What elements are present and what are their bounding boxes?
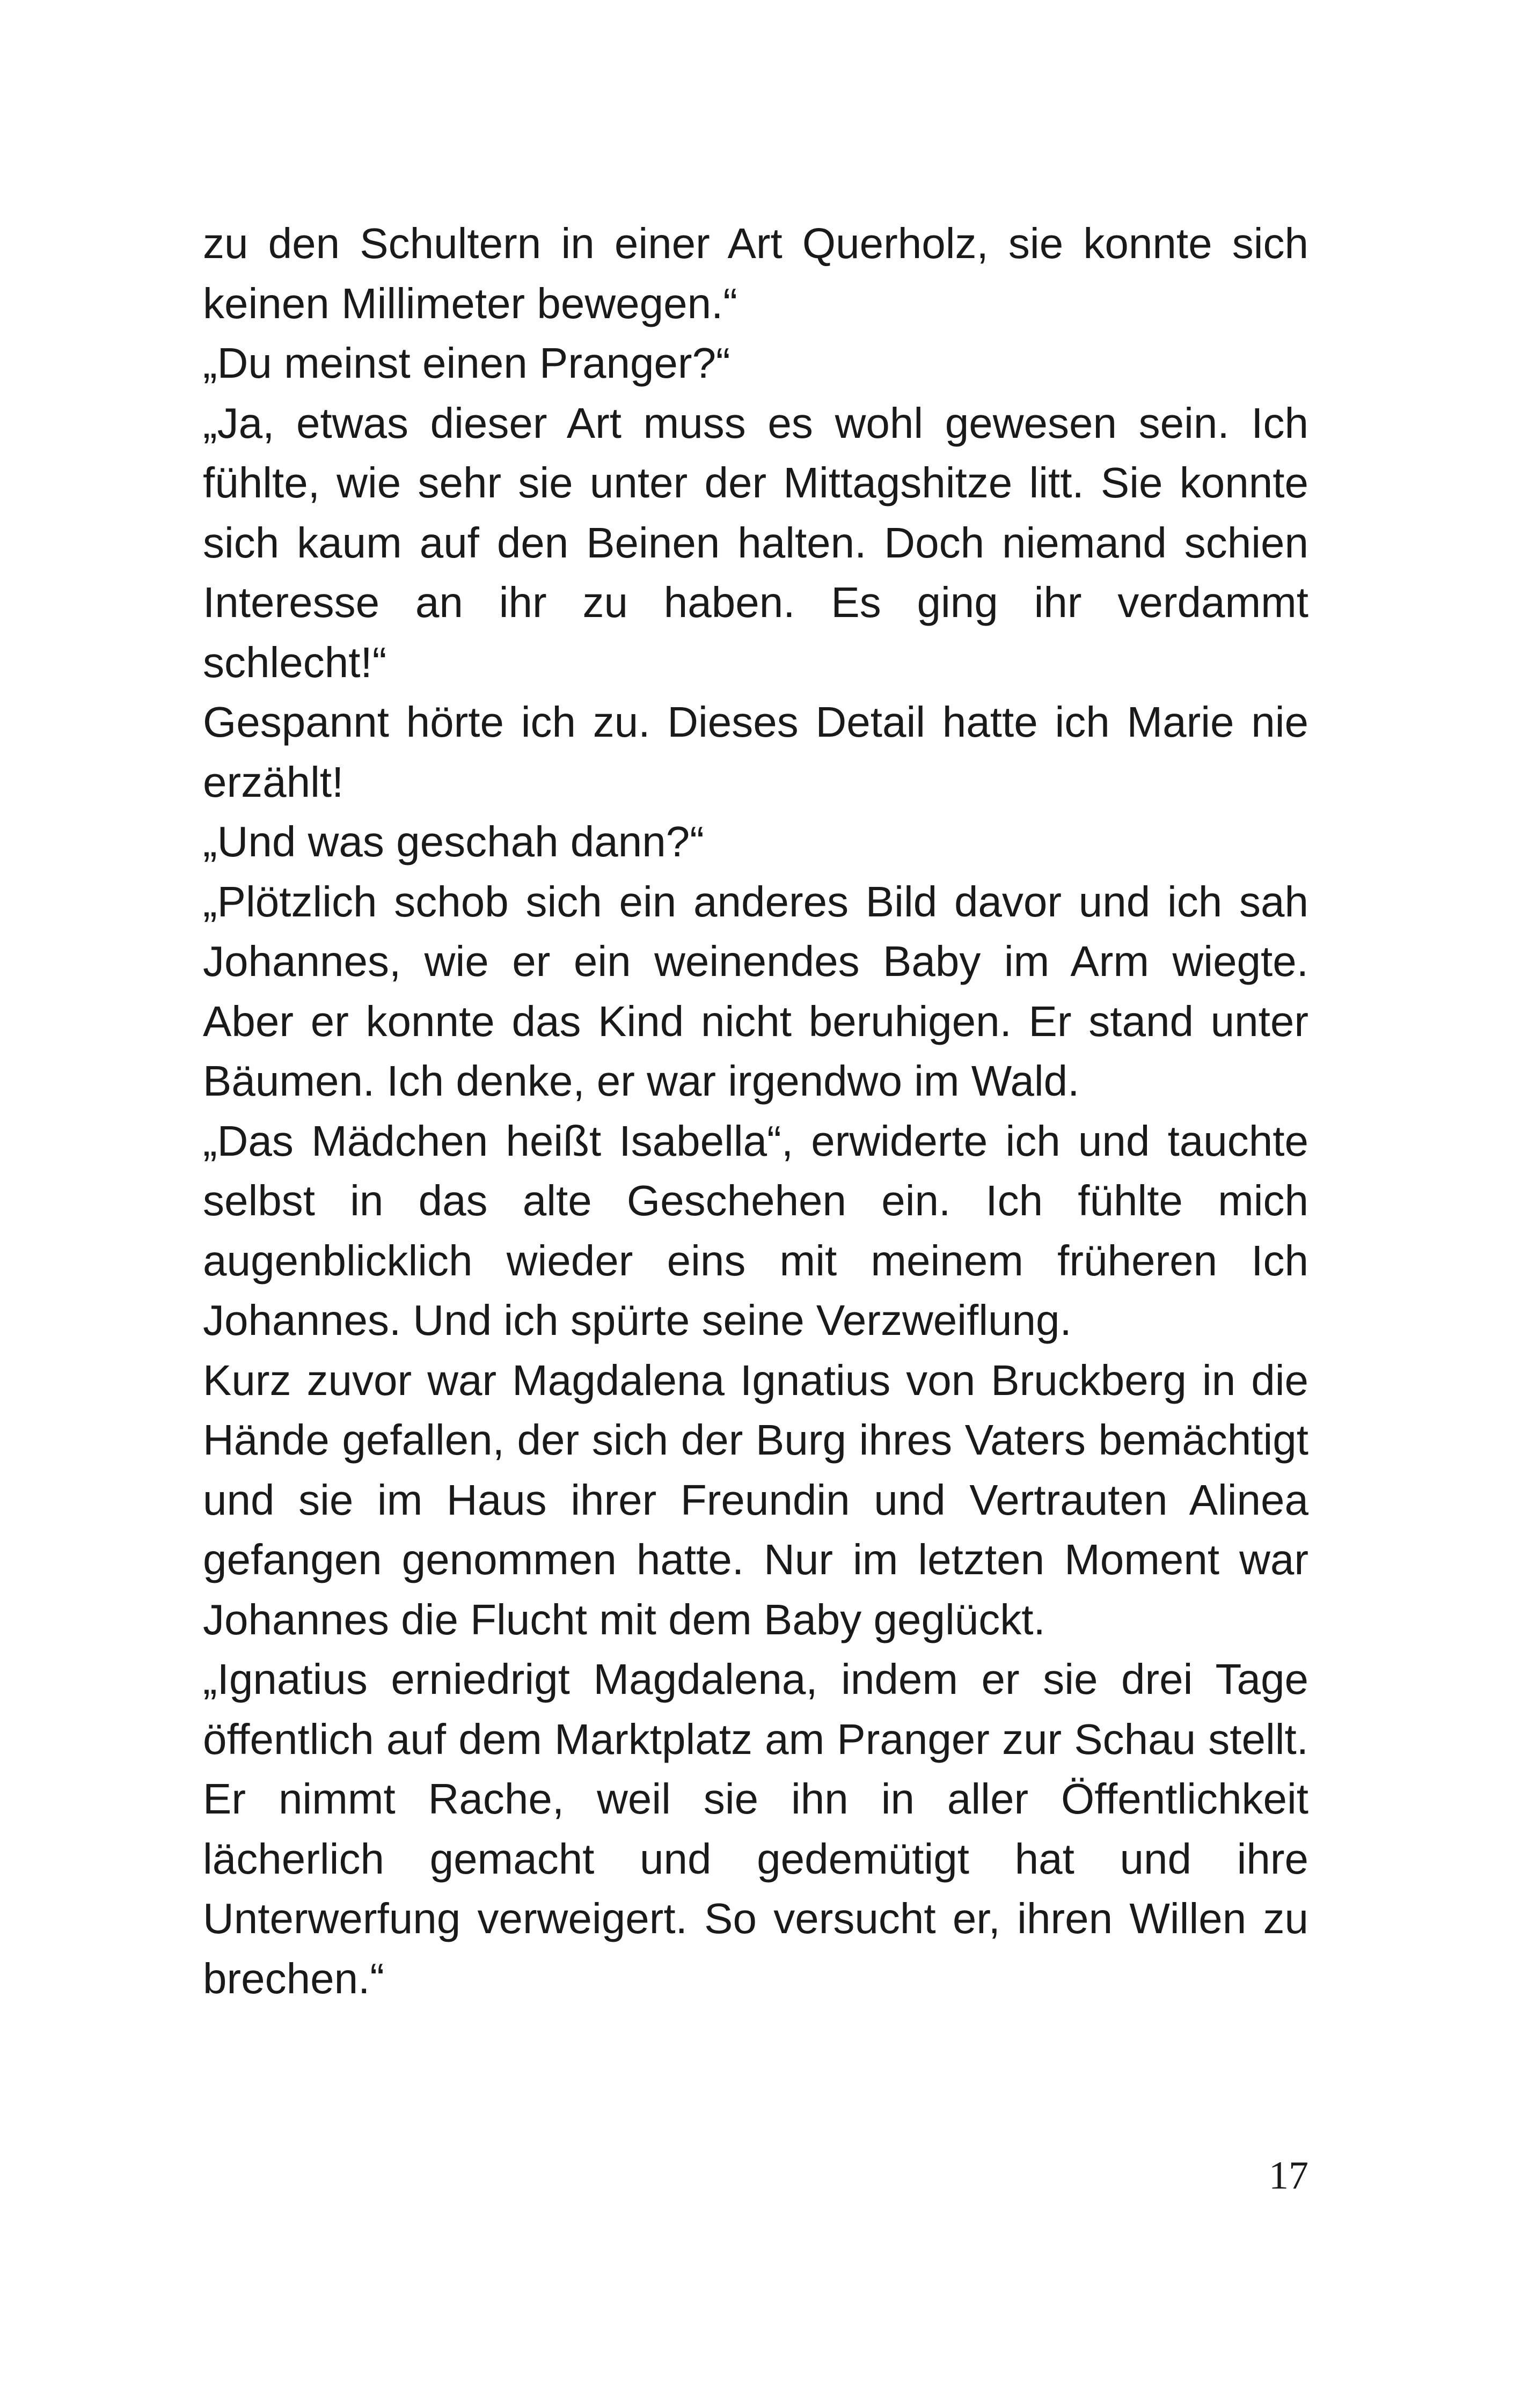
paragraph: Kurz zuvor war Magdalena Ignatius von Bruckberg in die Hände gefallen, der sich der Burg ihres Vaters bemächtigt und sie im Haus ihrer Freundin und Vertrauten Alinea gefangen genommen hatte. Nur im letzten Moment war Johannes die Flucht mit dem Baby geglückt. bbox=[203, 1356, 1308, 1643]
paragraph: „Du meinst einen Pranger?“ bbox=[203, 339, 730, 387]
body-text bbox=[203, 214, 1308, 2008]
paragraph: „Ja, etwas dieser Art muss es wohl gewesen sein. Ich fühlte, wie sehr sie unter der Mittagshitze litt. Sie konnte sich kaum auf den Beinen halten. Doch niemand schien Interesse an ihr zu haben. Es ging ihr verdammt schlecht!“ bbox=[203, 399, 1308, 686]
paragraph: Gespannt hörte ich zu. Dieses Detail hatte ich Marie nie erzählt! bbox=[203, 698, 1308, 806]
paragraph: „Ignatius erniedrigt Magdalena, indem er sie drei Tage öffentlich auf dem Marktplatz am Pranger zur Schau stellt. Er nimmt Rache, weil sie ihn in aller Öffentlichkeit lächerlich gemacht und gedemütigt hat und ihre Unterwerfung verweigert. So versucht er, ihren Willen zu brechen.“ bbox=[203, 1655, 1308, 2002]
paragraph: „Und was geschah dann?“ bbox=[203, 818, 704, 865]
page-number: 17 bbox=[1269, 2154, 1308, 2198]
paragraph: „Plötzlich schob sich ein anderes Bild davor und ich sah Johannes, wie er ein weinendes Baby im Arm wiegte. Aber er konnte das Kind nicht beruhigen. Er stand unter Bäumen. Ich denke, er war irgendwo im Wald. bbox=[203, 877, 1308, 1105]
paragraph: zu den Schultern in einer Art Querholz, sie konnte sich keinen Millimeter bewegen.“ bbox=[203, 219, 1308, 327]
paragraph: „Das Mädchen heißt Isabella“, erwiderte ich und tauchte selbst in das alte Geschehen ein. Ich fühlte mich augenblicklich wieder eins mit meinem früheren Ich Johannes. Und ich spürte seine Verzweiflung. bbox=[203, 1117, 1308, 1344]
